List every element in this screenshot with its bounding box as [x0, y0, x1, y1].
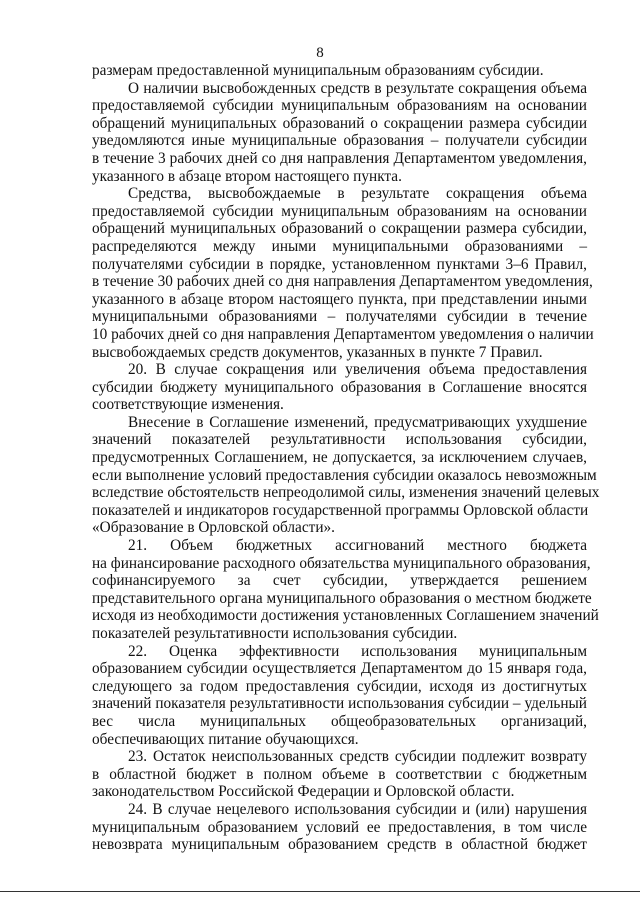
text-line: значений показателей результативности использования субсидии,: [92, 431, 587, 449]
text-line: Средства, высвобождаемые в результате сокращения объема: [128, 185, 587, 203]
text-line: показателей и индикаторов государственной программы Орловской области: [92, 501, 589, 519]
paragraph: [92, 185, 594, 361]
text-line: «Образование в Орловской области».: [92, 519, 335, 537]
page-bottom-rule: [0, 891, 640, 892]
text-line: получателями субсидии в порядке, установленном пунктами 3–6 Правил,: [92, 255, 587, 273]
page-number: 8: [316, 45, 324, 61]
text-line: предоставляемой субсидии муниципальным образованиям на основании: [92, 97, 587, 115]
paragraph: [92, 80, 587, 186]
text-line: исходя из необходимости достижения установленных Соглашением значений: [92, 607, 599, 625]
text-line: образованием субсидии осуществляется Департаментом до 15 января года,: [92, 660, 587, 678]
text-line: 24. В случае нецелевого использования субсидии и (или) нарушения: [128, 800, 587, 818]
paragraph: [92, 537, 599, 643]
text-line: Внесение в Соглашение изменений, предусматривающих ухудшение: [128, 413, 587, 431]
document-body: [92, 62, 600, 854]
text-line: софинансируемого за счет субсидии, утверждается решением: [92, 572, 587, 590]
text-line: следующего за годом предоставления субсидии, исходя из достигнутых: [92, 677, 587, 695]
text-line: распределяются между иными муниципальными образованиями –: [92, 237, 587, 255]
text-line: обеспечивающих питание обучающихся.: [92, 730, 359, 748]
text-line: обращений муниципальных образований о сокращении размера субсидии,: [92, 220, 587, 238]
paragraph: [92, 748, 587, 801]
text-line: указанного в абзаце втором настоящего пункта.: [92, 167, 402, 185]
text-line: на финансирование расходного обязательства муниципального образования,: [92, 554, 591, 572]
text-line: в течение 3 рабочих дней со дня направления Департаментом уведомления,: [92, 149, 587, 167]
text-line: вес числа муниципальных общеобразовательных организаций,: [92, 712, 587, 730]
paragraph: [92, 643, 587, 749]
text-line: предоставляемой субсидии муниципальным образованиям на основании: [92, 202, 587, 220]
text-line: обращений муниципальных образований о сокращении размера субсидии: [92, 114, 587, 132]
text-line: предусмотренных Соглашением, не допускается, за исключением случаев,: [92, 449, 587, 467]
text-line: муниципальными образованиями – получателями субсидии в течение: [92, 308, 587, 326]
text-line: высвобождаемых средств документов, указанных в пункте 7 Правил.: [92, 343, 543, 361]
text-line: вследствие обстоятельств непреодолимой силы, изменения значений целевых: [92, 484, 600, 502]
text-line: показателей результативности использования субсидии.: [92, 625, 458, 642]
text-line: законодательством Российской Федерации и Орловской области.: [92, 783, 515, 801]
text-line: указанного в абзаце втором настоящего пункта, при представлении иными: [92, 290, 587, 308]
text-line: 23. Остаток неиспользованных средств субсидии подлежит возврату: [128, 748, 587, 766]
text-line: соответствующие изменения.: [92, 396, 284, 414]
text-line: 20. В случае сокращения или увеличения объема предоставления: [128, 361, 587, 379]
paragraph: [92, 62, 587, 80]
paragraph: [92, 413, 600, 537]
text-line: уведомляются иные муниципальные образования – получатели субсидии: [92, 132, 587, 150]
paragraph: [92, 801, 587, 854]
text-line: 10 рабочих дней со дня направления Департаментом уведомления о наличии: [92, 325, 594, 343]
text-line: в течение 30 рабочих дней со дня направления Департаментом уведомления,: [92, 273, 593, 291]
text-line: 21. Объем бюджетных ассигнований местного бюджета: [128, 537, 587, 555]
paragraph: [92, 361, 587, 414]
text-line: в областной бюджет в полном объеме в соответствии с бюджетным: [92, 765, 587, 783]
text-line: значений показателя результативности использования субсидии – удельный: [92, 695, 587, 713]
text-line: представительного органа муниципального образования о местном бюджете: [92, 589, 592, 607]
text-line: размерам предоставленной муниципальным образованиям субсидии.: [92, 62, 544, 79]
text-line: О наличии высвобожденных средств в результате сокращения объема: [128, 79, 587, 97]
text-line: невозврата муниципальным образованием средств в областной бюджет: [92, 836, 587, 854]
text-line: муниципальным образованием условий ее предоставления, в том числе: [92, 818, 587, 836]
text-line: субсидии бюджету муниципального образования в Соглашение вносятся: [92, 378, 587, 396]
text-line: если выполнение условий предоставления субсидии оказалось невозможным: [92, 466, 597, 484]
text-line: 22. Оценка эффективности использования муниципальным: [128, 642, 587, 660]
